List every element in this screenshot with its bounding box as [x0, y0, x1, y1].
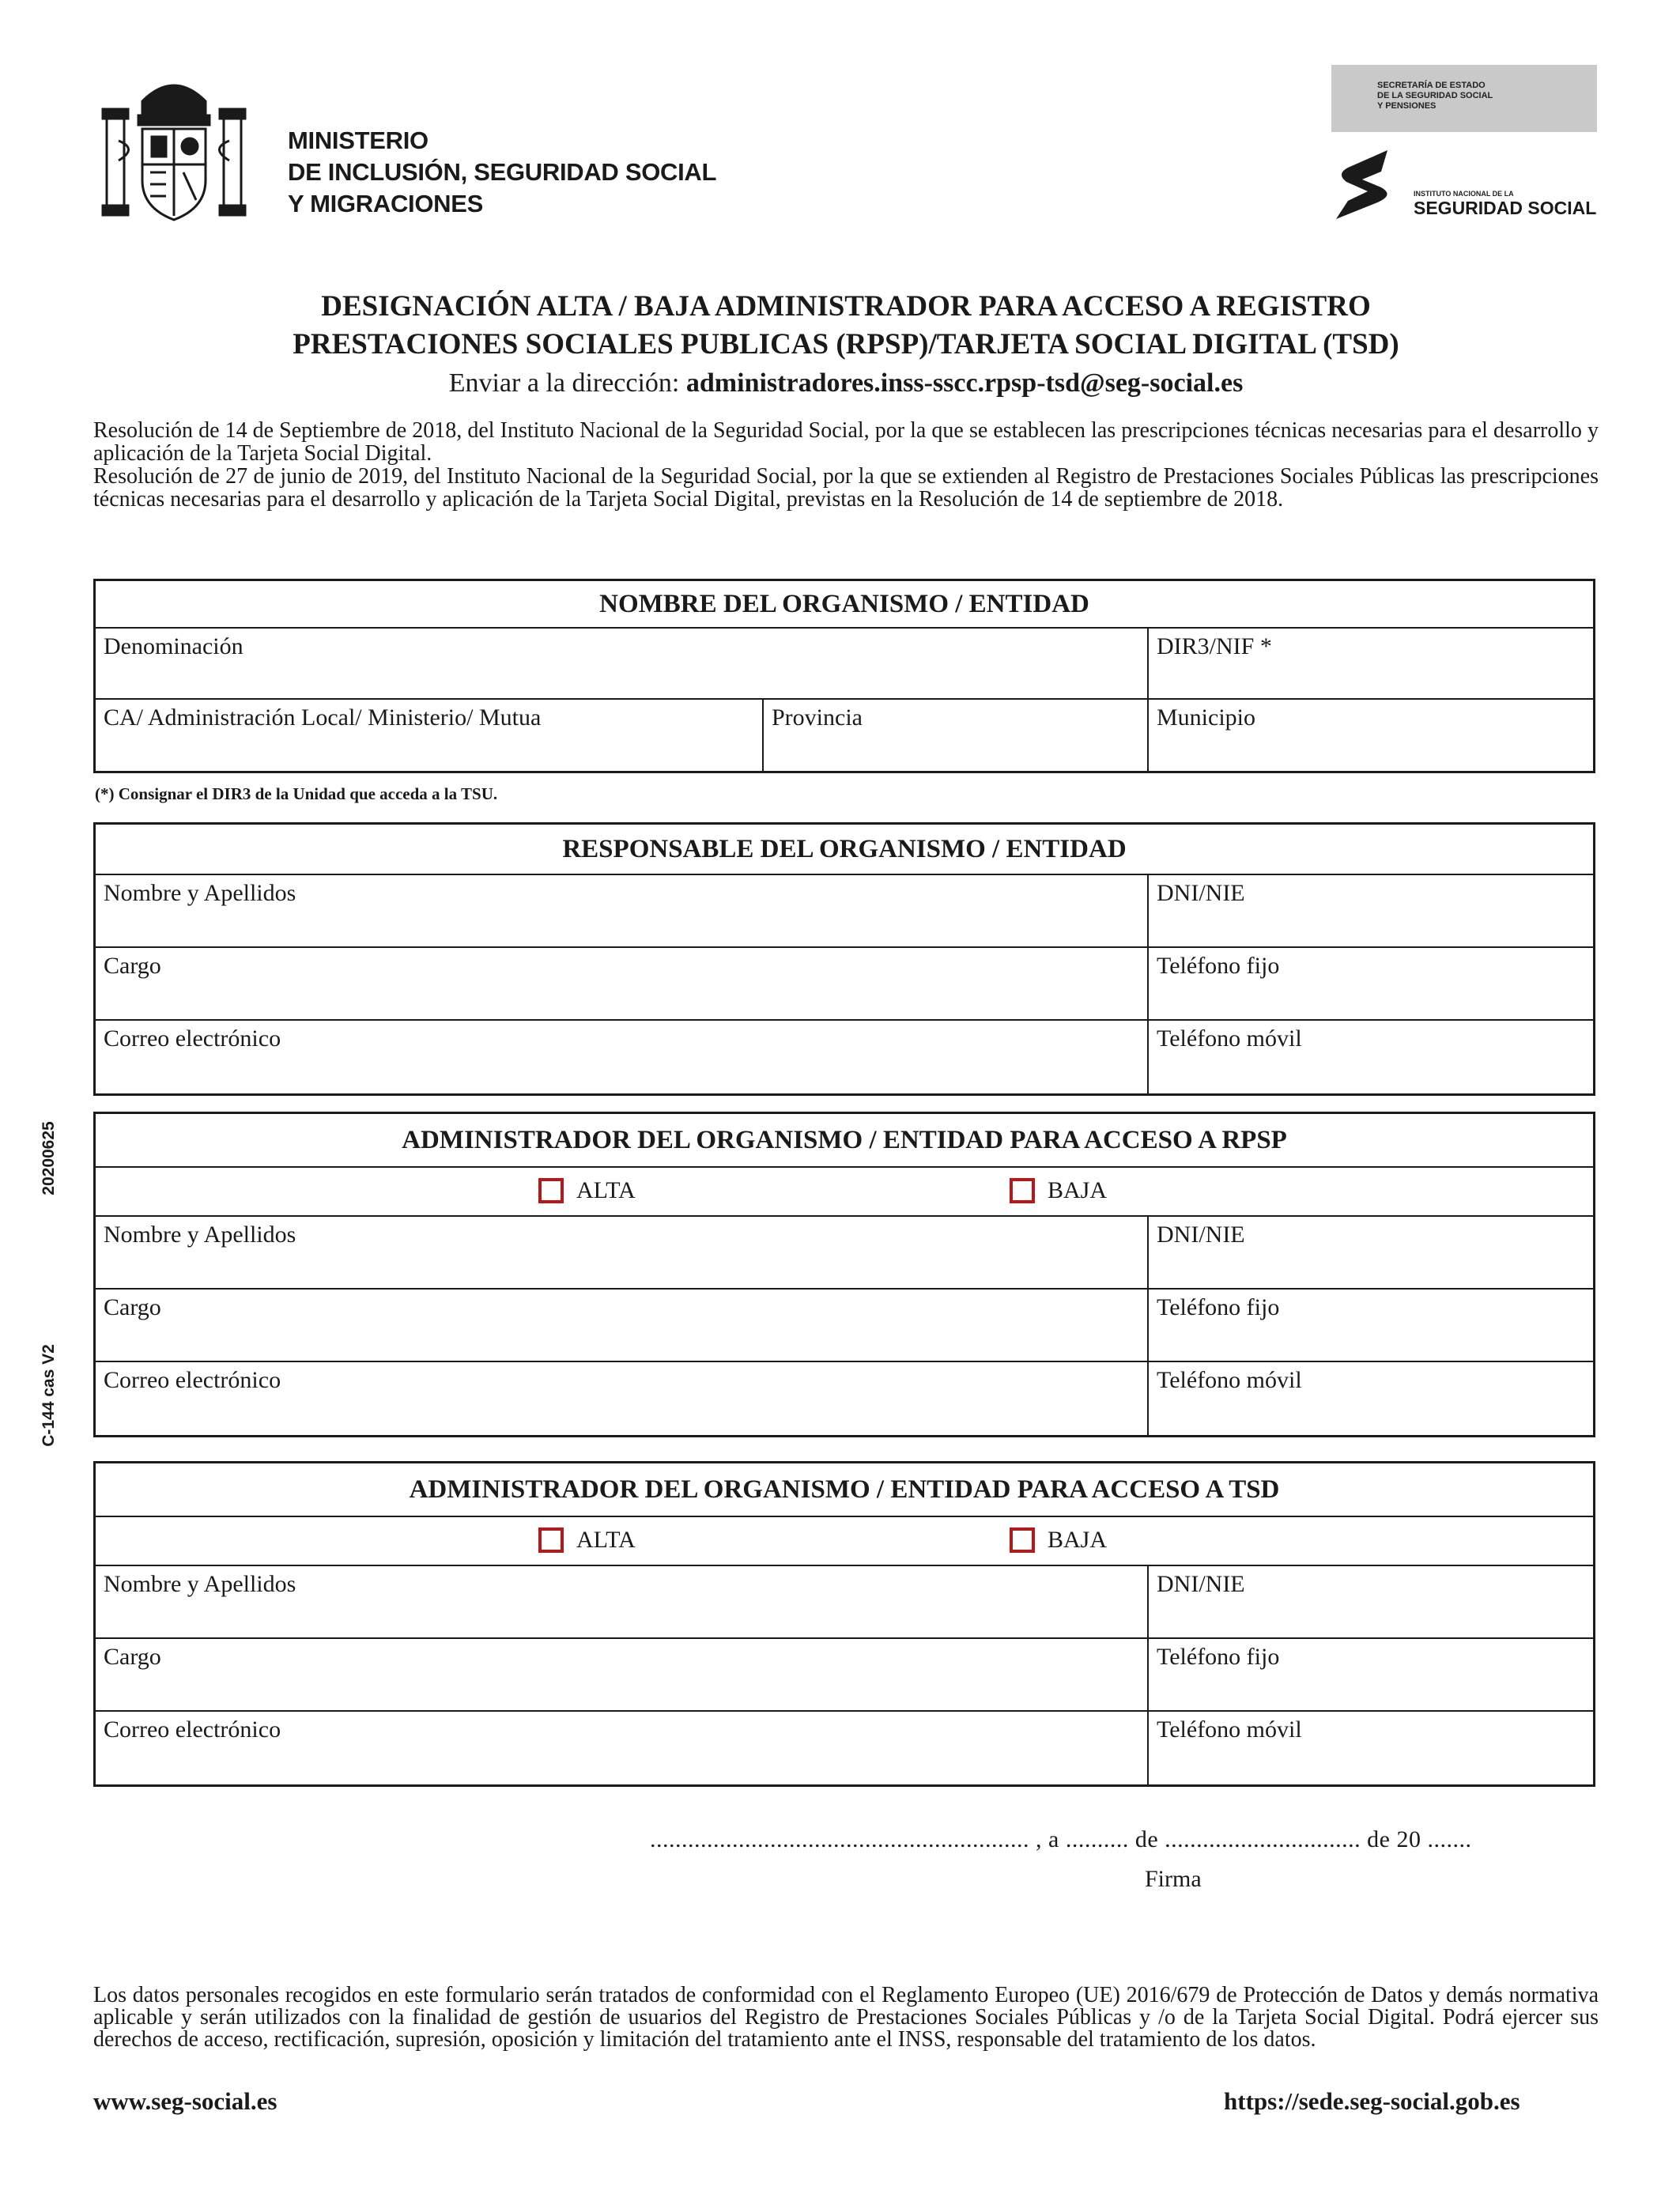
cargo-field[interactable]	[96, 1290, 1147, 1361]
responsable-row	[96, 948, 1593, 1021]
telefono-fijo-field[interactable]	[1147, 948, 1593, 1019]
nombre-field[interactable]	[96, 875, 1147, 946]
denominacion-label: Denominación	[104, 633, 244, 659]
correo-field[interactable]	[96, 1362, 1147, 1435]
sede-link[interactable]: https://sede.seg-social.gob.es	[1224, 2087, 1520, 2115]
baja-option[interactable]	[1010, 1177, 1107, 1204]
side-code-date	[33, 1115, 65, 1202]
baja-label: BAJA	[1048, 1527, 1108, 1553]
dni-label: DNI/NIE	[1157, 880, 1245, 906]
seguridad-social-logo-icon	[1332, 144, 1403, 232]
nombre-label: Nombre y Apellidos	[104, 1222, 296, 1248]
form-title-line-2: PRESTACIONES SOCIALES PUBLICAS (RPSP)/TARJETA SOCIAL DIGITAL (TSD)	[293, 328, 1399, 361]
website-link[interactable]: www.seg-social.es	[93, 2087, 277, 2115]
provincia-label: Provincia	[772, 704, 863, 731]
alta-option[interactable]	[538, 1527, 636, 1554]
organismo-row	[96, 629, 1593, 700]
secretaria-badge	[1331, 65, 1597, 132]
dir3-field[interactable]	[1147, 629, 1593, 698]
firma-label: Firma	[1145, 1866, 1202, 1892]
responsable-row	[96, 1021, 1593, 1093]
secretaria-line: Y PENSIONES	[1377, 101, 1436, 111]
alta-label: ALTA	[576, 1177, 636, 1203]
form-title-line-1: DESIGNACIÓN ALTA / BAJA ADMINISTRADOR PARA ACCESO A REGISTRO	[321, 290, 1371, 323]
cargo-field[interactable]	[96, 948, 1147, 1019]
ministry-name	[288, 125, 716, 220]
admin-tsd-heading: ADMINISTRADOR DEL ORGANISMO / ENTIDAD PARA ACCESO A TSD	[96, 1463, 1593, 1517]
baja-label: BAJA	[1048, 1177, 1108, 1203]
responsable-table	[93, 822, 1595, 1096]
correo-label: Correo electrónico	[104, 1025, 281, 1052]
coat-of-arms-logo	[95, 70, 253, 228]
side-code-form	[33, 1344, 65, 1447]
side-code-date-text: 20200625	[40, 1121, 58, 1195]
correo-field[interactable]	[96, 1021, 1147, 1093]
ca-field[interactable]	[96, 700, 762, 771]
admin-tsd-row	[96, 1639, 1593, 1712]
telefono-movil-label: Teléfono móvil	[1157, 1367, 1302, 1393]
baja-checkbox[interactable]	[1010, 1527, 1035, 1553]
send-address	[95, 368, 1597, 398]
organismo-table	[93, 579, 1595, 773]
resolutions	[93, 419, 1599, 511]
dni-label: DNI/NIE	[1157, 1222, 1245, 1248]
telefono-movil-field[interactable]	[1147, 1362, 1593, 1435]
dni-field[interactable]	[1147, 1217, 1593, 1288]
cargo-field[interactable]	[96, 1639, 1147, 1710]
ca-label: CA/ Administración Local/ Ministerio/ Mutua	[104, 704, 542, 731]
telefono-movil-label: Teléfono móvil	[1157, 1025, 1302, 1052]
correo-field[interactable]	[96, 1712, 1147, 1784]
admin-rpsp-heading: ADMINISTRADOR DEL ORGANISMO / ENTIDAD PARA ACCESO A RPSP	[96, 1114, 1593, 1168]
admin-tsd-row	[96, 1566, 1593, 1639]
admin-rpsp-row	[96, 1290, 1593, 1362]
nombre-label: Nombre y Apellidos	[104, 880, 296, 906]
address-label: Enviar a la dirección:	[448, 368, 686, 398]
admin-rpsp-row	[96, 1362, 1593, 1435]
baja-option[interactable]	[1010, 1527, 1107, 1554]
cargo-label: Cargo	[104, 953, 161, 979]
correo-label: Correo electrónico	[104, 1367, 281, 1393]
nombre-field[interactable]	[96, 1566, 1147, 1637]
alta-checkbox[interactable]	[538, 1178, 564, 1203]
telefono-fijo-label: Teléfono fijo	[1157, 1294, 1280, 1320]
admin-tsd-table	[93, 1461, 1595, 1787]
dni-field[interactable]	[1147, 875, 1593, 946]
dir3-note: (*) Consignar el DIR3 de la Unidad que acceda a la TSU.	[95, 784, 498, 803]
inss-small-label: INSTITUTO NACIONAL DE LA	[1414, 190, 1514, 198]
alta-option[interactable]	[538, 1177, 636, 1204]
admin-rpsp-table	[93, 1112, 1595, 1437]
telefono-fijo-label: Teléfono fijo	[1157, 1644, 1280, 1670]
ministry-line: Y MIGRACIONES	[288, 190, 484, 217]
admin-rpsp-checkbox-row	[96, 1168, 1593, 1217]
alta-checkbox[interactable]	[538, 1527, 564, 1553]
dir3-label: DIR3/NIF *	[1157, 633, 1272, 659]
side-code-form-text: C-144 cas V2	[40, 1344, 58, 1447]
organismo-row	[96, 700, 1593, 771]
nombre-field[interactable]	[96, 1217, 1147, 1288]
secretaria-line: DE LA SEGURIDAD SOCIAL	[1377, 91, 1493, 100]
telefono-fijo-field[interactable]	[1147, 1290, 1593, 1361]
cargo-label: Cargo	[104, 1294, 161, 1320]
inss-name: SEGURIDAD SOCIAL	[1414, 198, 1597, 218]
dni-label: DNI/NIE	[1157, 1571, 1245, 1597]
responsable-row	[96, 875, 1593, 948]
responsable-heading: RESPONSABLE DEL ORGANISMO / ENTIDAD	[96, 825, 1593, 875]
municipio-field[interactable]	[1147, 700, 1593, 771]
privacy-notice: Los datos personales recogidos en este formulario serán tratados de conformidad con el Reglamento Europeo (UE) 2016/679 de Protección de Datos y demás normativa aplicable y serán utilizados con la finalidad de gestión de usuarios del Registro de Prestaciones Sociales Públicas y /o de la Tarjeta Social Digital. Podrá ejercer sus derechos de acceso, rectificación, supresión, oposición y limitación del tratamiento ante el INSS, responsable del tratamiento de los datos.	[93, 1983, 1599, 2052]
correo-label: Correo electrónico	[104, 1716, 281, 1743]
telefono-fijo-label: Teléfono fijo	[1157, 953, 1280, 979]
organismo-heading: NOMBRE DEL ORGANISMO / ENTIDAD	[96, 581, 1593, 629]
secretaria-line: SECRETARÍA DE ESTADO	[1377, 81, 1486, 90]
cargo-label: Cargo	[104, 1644, 161, 1670]
municipio-label: Municipio	[1157, 704, 1255, 731]
ministry-line: DE INCLUSIÓN, SEGURIDAD SOCIAL	[288, 158, 717, 186]
baja-checkbox[interactable]	[1010, 1178, 1035, 1203]
nombre-label: Nombre y Apellidos	[104, 1571, 296, 1597]
provincia-field[interactable]	[762, 700, 1147, 771]
resolution-text: Resolución de 14 de Septiembre de 2018, del Instituto Nacional de la Seguridad Social, por la que se establecen las prescripciones técnicas necesarias para el desarrollo y aplicación de la Tarjeta Social Digital.	[93, 418, 1599, 466]
telefono-movil-field[interactable]	[1147, 1712, 1593, 1784]
ministry-line: MINISTERIO	[288, 127, 428, 154]
alta-label: ALTA	[576, 1527, 636, 1553]
resolution-text: Resolución de 27 de junio de 2019, del Instituto Nacional de la Seguridad Social, por la que se extienden al Registro de Prestaciones Sociales Públicas las prescripciones técnicas necesarias para el desarrollo y aplicación de la Tarjeta Social Digital, previstas en la Resolución de 14 de septiembre de 2018.	[93, 464, 1599, 512]
address-email[interactable]: administradores.inss-sscc.rpsp-tsd@seg-social.es	[685, 368, 1244, 398]
admin-tsd-checkbox-row	[96, 1517, 1593, 1566]
dni-field[interactable]	[1147, 1566, 1593, 1637]
telefono-movil-label: Teléfono móvil	[1157, 1716, 1302, 1743]
admin-tsd-row	[96, 1712, 1593, 1784]
admin-rpsp-row	[96, 1217, 1593, 1290]
telefono-fijo-field[interactable]	[1147, 1639, 1593, 1710]
date-place-line[interactable]: ............................................................ , a .......... de ............................... de 20 .......	[650, 1826, 1472, 1852]
denominacion-field[interactable]	[96, 629, 1147, 698]
telefono-movil-field[interactable]	[1147, 1021, 1593, 1093]
